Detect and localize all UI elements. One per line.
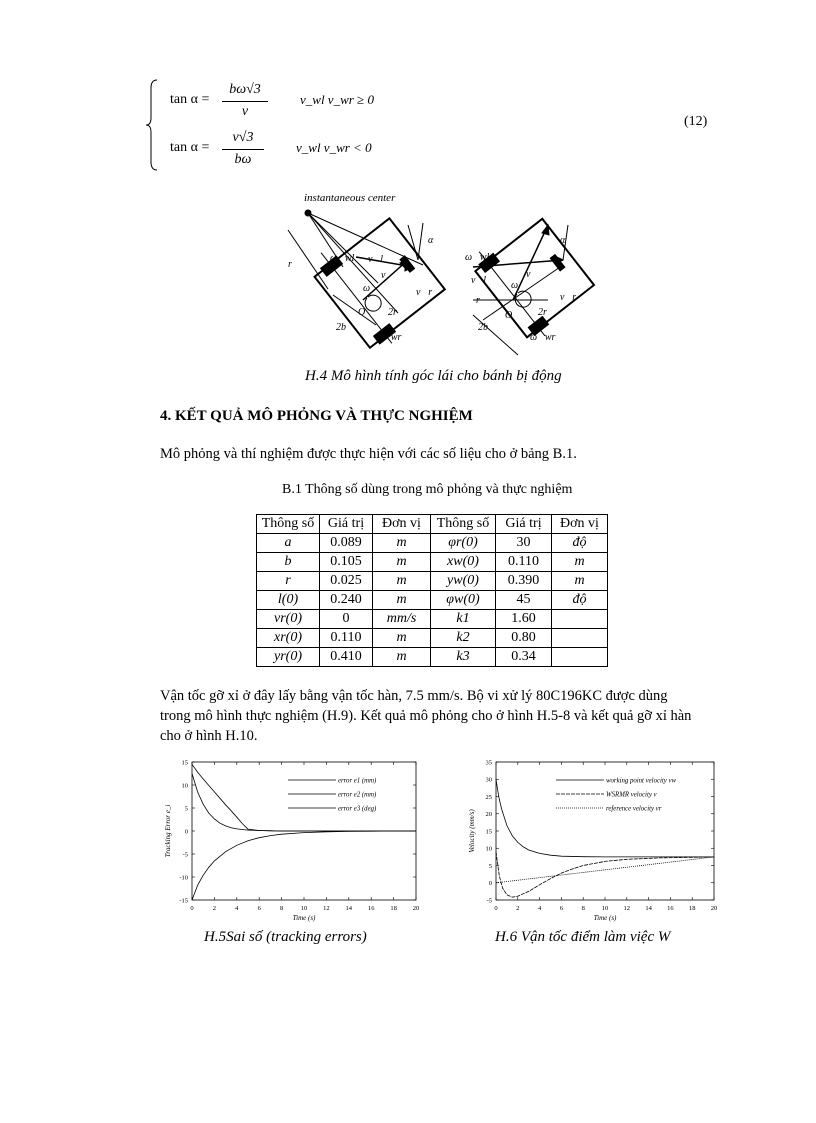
figure6-caption: H.6 Vận tốc điểm làm việc W [495,929,671,945]
paragraph-line: Vận tốc gỡ xỉ ở đây lấy bằng vận tốc hàn, 7.5 mm/s. Bộ vi xử lý 80C196KC được dùng [160,688,668,704]
series-line-1 [496,779,714,857]
x-tick-label: 18 [390,905,397,912]
table-row [257,629,608,648]
y-tick-label: 35 [485,759,492,767]
table-cell: r [257,572,320,591]
table-cell: 0.025 [320,572,373,591]
parameter-table [256,514,608,667]
table-cell: 1.60 [496,610,552,629]
tracking-error-chart [156,754,426,926]
left-brace [145,78,161,172]
table-cell: 30 [496,534,552,553]
x-axis-label: Time (s) [292,914,316,922]
table-cell: mm/s [373,610,431,629]
y-tick-label: 5 [488,862,492,870]
svg-text:r: r [288,259,292,270]
legend-label: reference velocity vr [606,805,662,813]
svg-text:O: O [358,307,366,318]
x-tick-label: 0 [494,905,498,912]
x-tick-label: 20 [412,905,420,912]
x-tick-label: 10 [601,905,609,912]
x-tick-label: 12 [623,905,631,912]
table-cell: yw(0) [431,572,496,591]
x-tick-label: 18 [688,905,696,912]
table-cell [552,648,608,667]
section-heading: 4. KẾT QUẢ MÔ PHỎNG VÀ THỰC NGHIỆM [160,408,473,424]
table-cell: k3 [431,648,496,667]
paragraph [160,686,716,746]
table-cell: 0.410 [320,648,373,667]
svg-text:ω⃗: ω⃗ [363,283,378,294]
y-axis-label: Tracking Error e_i [164,804,172,858]
svg-text:v⃗l: v⃗l [368,254,383,265]
table-row [257,610,608,629]
y-tick-label: 10 [485,845,492,853]
x-tick-label: 4 [537,905,542,912]
svg-text:v⃗r: v⃗r [416,287,433,298]
x-tick-label: 16 [367,905,375,912]
eq-line1-denominator: v [241,104,249,119]
table-cell: m [373,648,431,667]
figure5-caption: H.5Sai số (tracking errors) [204,929,367,945]
legend-label: working point velocity vw [606,777,677,785]
y-tick-label: 15 [181,759,188,767]
svg-text:ω⃗wr: ω⃗wr [376,332,402,343]
table-header-cell: Đơn vị [552,515,608,534]
robot-diagram-left [288,207,451,356]
x-tick-label: 8 [581,905,585,912]
eq-line2-denominator: bω [234,152,252,167]
table-row [257,591,608,610]
legend-label: error e3 (deg) [338,805,377,813]
table-cell: 0.390 [496,572,552,591]
y-tick-label: -15 [179,897,188,905]
table-cell: k1 [431,610,496,629]
table-row [257,572,608,591]
svg-text:O: O [505,310,513,321]
y-tick-label: 30 [485,776,492,784]
velocity-chart [466,754,726,926]
figure4-caption: H.4 Mô hình tính góc lái cho bánh bị động [305,368,562,384]
svg-text:ω⃗wl: ω⃗wl [330,253,355,264]
table-cell: 0 [320,610,373,629]
y-tick-label: -10 [179,874,188,882]
y-tick-label: 5 [184,805,188,813]
eq-line2-condition: v_wl v_wr < 0 [296,140,372,155]
eq-line1-condition: v_wl v_wr ≥ 0 [300,92,374,107]
table-header-cell: Thông số [431,515,496,534]
y-tick-label: 15 [485,828,492,836]
svg-text:2r: 2r [388,307,397,318]
y-tick-label: 0 [184,828,188,836]
legend-label: error e1 (mm) [338,777,377,785]
table-row [257,534,608,553]
table-cell: m [373,629,431,648]
table-cell: b [257,553,320,572]
table-cell: 0.089 [320,534,373,553]
table-header-cell: Giá trị [496,515,552,534]
svg-text:ω⃗: ω⃗ [511,280,526,291]
series-line-2 [192,774,416,832]
table-cell: 0.110 [320,629,373,648]
x-tick-label: 0 [190,905,194,912]
x-tick-label: 6 [559,905,564,912]
series-line-3 [192,831,416,900]
table-row [257,648,608,667]
table-row [257,553,608,572]
instantaneous-center-label: instantaneous center [304,192,396,204]
x-tick-label: 2 [516,905,520,912]
svg-text:α: α [428,235,434,246]
svg-text:2r: 2r [538,307,547,318]
svg-text:2b: 2b [336,322,346,333]
x-tick-label: 4 [235,905,239,912]
equation-number: (12) [684,114,708,129]
robot-diagram-right [465,209,598,355]
svg-text:v⃗r: v⃗r [560,292,577,303]
table-cell: m [552,572,608,591]
table-cell: a [257,534,320,553]
table-cell: k2 [431,629,496,648]
table-cell: φr(0) [431,534,496,553]
x-tick-label: 20 [710,905,718,912]
table-title: B.1 Thông số dùng trong mô phỏng và thực nghiệm [282,482,573,497]
table-cell: m [373,591,431,610]
svg-text:v⃗: v⃗ [381,270,394,281]
eq-line1-numerator: bω√3 [229,82,261,97]
table-cell [552,629,608,648]
table-cell: độ [552,534,608,553]
table-cell: 0.80 [496,629,552,648]
table-cell: 45 [496,591,552,610]
table-cell: m [373,534,431,553]
table-header-cell: Thông số [257,515,320,534]
table-cell: m [552,553,608,572]
svg-text:ω⃗wl: ω⃗wl [465,252,490,263]
eq-line1-lhs: tan α = [170,92,210,107]
x-tick-label: 14 [345,905,353,912]
y-tick-label: -5 [486,897,492,905]
x-tick-label: 14 [645,905,652,912]
table-cell: vr(0) [257,610,320,629]
table-cell: độ [552,591,608,610]
table-cell: m [373,572,431,591]
y-tick-label: 20 [485,811,492,819]
series-line-1 [192,764,416,831]
fraction-bar [222,149,264,150]
table-cell: 0.105 [320,553,373,572]
table-cell: 0.110 [496,553,552,572]
table-cell: xr(0) [257,629,320,648]
svg-text:2b: 2b [478,322,488,333]
steering-model-diagram [268,205,598,367]
y-axis-label: Velocity (mm/s) [468,809,476,853]
paragraph-line: trong mô hình thực nghiệm (H.9). Kết quả mô phỏng cho ở hình H.5-8 và kết quả gỡ xỉ hàn [160,708,692,724]
x-tick-label: 6 [257,905,261,912]
table-cell: l(0) [257,591,320,610]
svg-text:v⃗l: v⃗l [471,275,486,286]
x-tick-label: 10 [300,905,308,912]
table-cell: 0.240 [320,591,373,610]
x-tick-label: 16 [667,905,674,912]
table-header-cell: Đơn vị [373,515,431,534]
section-intro: Mô phỏng và thí nghiệm được thực hiện với các số liệu cho ở bảng B.1. [160,446,577,462]
table-cell: yr(0) [257,648,320,667]
table-cell: m [373,553,431,572]
eq-line2-lhs: tan α = [170,140,210,155]
table-cell: 0.34 [496,648,552,667]
y-tick-label: -5 [182,851,188,859]
table-header-cell: Giá trị [320,515,373,534]
x-axis-label: Time (s) [593,914,617,922]
table-cell [552,610,608,629]
fraction-bar [222,101,268,102]
series-line-3 [496,857,714,883]
table-cell: φw(0) [431,591,496,610]
legend-label: error e2 (mm) [338,791,377,799]
legend-label: WSRMR velocity v [606,791,657,799]
eq-line2-numerator: v√3 [232,130,254,145]
paragraph-line: cho ở hình H.10. [160,728,258,744]
table-cell: xw(0) [431,553,496,572]
x-tick-label: 8 [279,905,284,912]
x-tick-label: 2 [212,905,217,912]
y-tick-label: 0 [488,880,492,888]
svg-text:v⃗: v⃗ [526,269,539,280]
table-header-row [257,515,608,534]
svg-text:r: r [476,295,480,306]
y-tick-label: 10 [181,782,188,790]
x-tick-label: 12 [323,905,330,912]
series-line-2 [496,852,714,898]
y-tick-label: 25 [485,793,492,801]
svg-text:α: α [560,235,566,246]
svg-text:ω⃗wr: ω⃗wr [530,332,556,343]
